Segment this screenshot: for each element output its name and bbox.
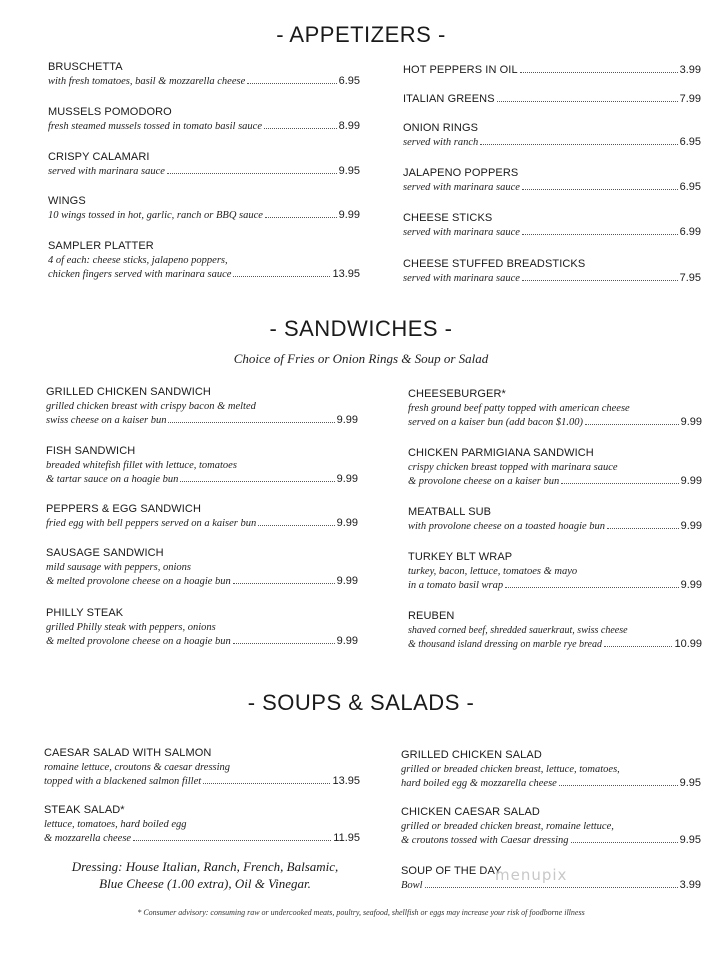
item-name: SOUP OF THE DAY — [401, 865, 502, 877]
item-name: JALAPENO POPPERS — [403, 167, 519, 179]
item-name: PHILLY STEAK — [46, 607, 124, 619]
sandwiches-heading: - SANDWICHES - — [269, 316, 453, 341]
item-desc: grilled Philly steak with peppers, onions — [46, 622, 216, 633]
menu-item — [48, 105, 360, 134]
menu-item — [46, 546, 358, 589]
menu-item — [401, 748, 701, 791]
item-desc: & tartar sauce on a hoagie bun — [46, 474, 179, 485]
dressing-line: Dressing: House Italian, Ranch, French, Balsamic, — [71, 859, 339, 874]
item-name: SAMPLER PLATTER — [48, 240, 154, 252]
item-name: MEATBALL SUB — [408, 506, 492, 518]
sandwiches-subtitle: Choice of Fries or Onion Rings & Soup or Salad — [233, 351, 489, 366]
item-desc: with provolone cheese on a toasted hoagie bun — [408, 521, 606, 532]
item-name: FISH SANDWICH — [46, 445, 136, 457]
menu-item — [403, 166, 701, 195]
item-name: CHICKEN CAESAR SALAD — [401, 806, 540, 818]
item-price: 6.95 — [679, 136, 701, 148]
item-name: CRISPY CALAMARI — [48, 151, 150, 163]
item-desc: fresh steamed mussels tossed in tomato basil sauce — [48, 121, 262, 132]
menu-item — [403, 257, 701, 286]
soups-salads-heading: - SOUPS & SALADS - — [247, 690, 475, 715]
item-desc: & thousand island dressing on marble rye bread — [408, 639, 602, 650]
menu-item — [44, 746, 360, 789]
item-desc: in a tomato basil wrap — [408, 580, 504, 591]
item-name: MUSSELS POMODORO — [48, 106, 172, 118]
menu-item — [408, 505, 702, 534]
item-price: 9.99 — [336, 517, 358, 529]
item-price: 9.99 — [336, 414, 358, 426]
item-price: 7.95 — [679, 272, 701, 284]
item-desc: shaved corned beef, shredded sauerkraut, swiss cheese — [408, 625, 628, 636]
item-price: 6.95 — [679, 181, 701, 193]
item-desc: fresh ground beef patty topped with american cheese — [408, 403, 630, 414]
item-price: 9.99 — [336, 635, 358, 647]
menu-item — [46, 385, 358, 428]
menu-item — [403, 121, 701, 150]
item-price: 9.99 — [680, 416, 702, 428]
item-name: CHEESE STICKS — [403, 212, 493, 224]
item-price: 9.95 — [679, 777, 701, 789]
item-price: 10.99 — [674, 638, 702, 650]
item-name: GRILLED CHICKEN SALAD — [401, 749, 542, 761]
item-price: 9.99 — [680, 520, 702, 532]
item-desc: chicken fingers served with marinara sauce — [48, 269, 232, 280]
menu-item — [403, 211, 701, 240]
item-desc: served on a kaiser bun (add bacon $1.00) — [408, 417, 583, 428]
item-desc: topped with a blackened salmon fillet — [44, 776, 202, 787]
item-price: 9.95 — [338, 165, 360, 177]
item-price: 6.95 — [338, 75, 360, 87]
menu-item — [408, 550, 702, 593]
item-desc: 4 of each: cheese sticks, jalapeno poppers, — [48, 255, 228, 266]
item-desc: grilled or breaded chicken breast, romaine lettuce, — [401, 821, 614, 832]
item-price: 13.95 — [332, 775, 360, 787]
item-desc: served with marinara sauce — [403, 227, 520, 238]
item-name: PEPPERS & EGG SANDWICH — [46, 503, 202, 515]
item-price: 8.99 — [338, 120, 360, 132]
menu-item — [44, 803, 360, 846]
item-price: 9.99 — [336, 575, 358, 587]
consumer-advisory-footnote: * Consumer advisory: consuming raw or undercooked meats, poultry, seafood, shellfish or eggs may increase your risk of foodborne illness — [137, 908, 585, 917]
item-desc: & provolone cheese on a kaiser bun — [408, 476, 560, 487]
item-price: 6.99 — [679, 226, 701, 238]
item-price: 13.95 — [332, 268, 360, 280]
item-desc: Bowl — [401, 880, 423, 891]
item-desc: grilled or breaded chicken breast, lettuce, tomatoes, — [401, 764, 620, 775]
item-desc: lettuce, tomatoes, hard boiled egg — [44, 819, 187, 830]
item-price: 7.99 — [679, 93, 701, 105]
menu-item — [403, 92, 701, 107]
item-desc: served with marinara sauce — [403, 182, 520, 193]
item-price: 3.99 — [679, 64, 701, 76]
menu-item — [408, 387, 702, 430]
item-name: CHICKEN PARMIGIANA SANDWICH — [408, 447, 594, 459]
item-desc: swiss cheese on a kaiser bun — [46, 415, 167, 426]
item-desc: served with marinara sauce — [403, 273, 520, 284]
item-desc: fried egg with bell peppers served on a kaiser bun — [46, 518, 257, 529]
dressing-options — [40, 858, 370, 892]
item-name: STEAK SALAD* — [44, 804, 125, 816]
item-desc: breaded whitefish fillet with lettuce, tomatoes — [46, 460, 237, 471]
item-desc: crispy chicken breast topped with marinara sauce — [408, 462, 618, 473]
item-name: ITALIAN GREENS — [403, 93, 495, 105]
item-desc: romaine lettuce, croutons & caesar dressing — [44, 762, 231, 773]
menu-item — [46, 444, 358, 487]
dressing-line: Blue Cheese (1.00 extra), Oil & Vinegar. — [99, 876, 311, 891]
item-desc: with fresh tomatoes, basil & mozzarella cheese — [48, 76, 246, 87]
item-name: GRILLED CHICKEN SANDWICH — [46, 386, 211, 398]
item-desc: hard boiled egg & mozzarella cheese — [401, 778, 557, 789]
item-desc: 10 wings tossed in hot, garlic, ranch or BBQ sauce — [48, 210, 263, 221]
item-desc: served with marinara sauce — [48, 166, 165, 177]
appetizers-heading: - APPETIZERS - — [276, 22, 446, 47]
item-desc: mild sausage with peppers, onions — [46, 562, 191, 573]
menu-item — [48, 60, 360, 89]
item-name: CHEESEBURGER* — [408, 388, 506, 400]
item-desc: & melted provolone cheese on a hoagie bun — [46, 576, 231, 587]
menu-item — [408, 609, 702, 652]
item-price: 9.99 — [680, 579, 702, 591]
item-name: CHEESE STUFFED BREADSTICKS — [403, 258, 586, 270]
menu-item — [48, 239, 360, 282]
item-price: 9.95 — [679, 834, 701, 846]
item-name: CAESAR SALAD WITH SALMON — [44, 747, 212, 759]
item-name: BRUSCHETTA — [48, 61, 123, 73]
menu-item — [46, 502, 358, 531]
item-desc: & mozzarella cheese — [44, 833, 132, 844]
item-name: HOT PEPPERS IN OIL — [403, 64, 518, 76]
item-desc: turkey, bacon, lettuce, tomatoes & mayo — [408, 566, 578, 577]
menu-item — [403, 63, 701, 78]
item-price: 11.95 — [333, 832, 360, 844]
item-desc: grilled chicken breast with crispy bacon & melted — [46, 401, 256, 412]
menu-item — [48, 150, 360, 179]
item-price: 9.99 — [336, 473, 358, 485]
menu-item — [48, 194, 360, 223]
item-price: 9.99 — [338, 209, 360, 221]
item-name: SAUSAGE SANDWICH — [46, 547, 164, 559]
item-name: WINGS — [48, 195, 86, 207]
item-name: TURKEY BLT WRAP — [408, 551, 513, 563]
item-name: ONION RINGS — [403, 122, 479, 134]
menu-item — [401, 805, 701, 848]
item-desc: & croutons tossed with Caesar dressing — [401, 835, 569, 846]
menu-item — [408, 446, 702, 489]
item-desc: & melted provolone cheese on a hoagie bun — [46, 636, 231, 647]
item-price: 9.99 — [680, 475, 702, 487]
item-desc: served with ranch — [403, 137, 479, 148]
menu-item — [46, 606, 358, 649]
item-name: REUBEN — [408, 610, 455, 622]
item-price: 3.99 — [679, 879, 701, 891]
watermark-logo: menupix — [495, 866, 568, 884]
